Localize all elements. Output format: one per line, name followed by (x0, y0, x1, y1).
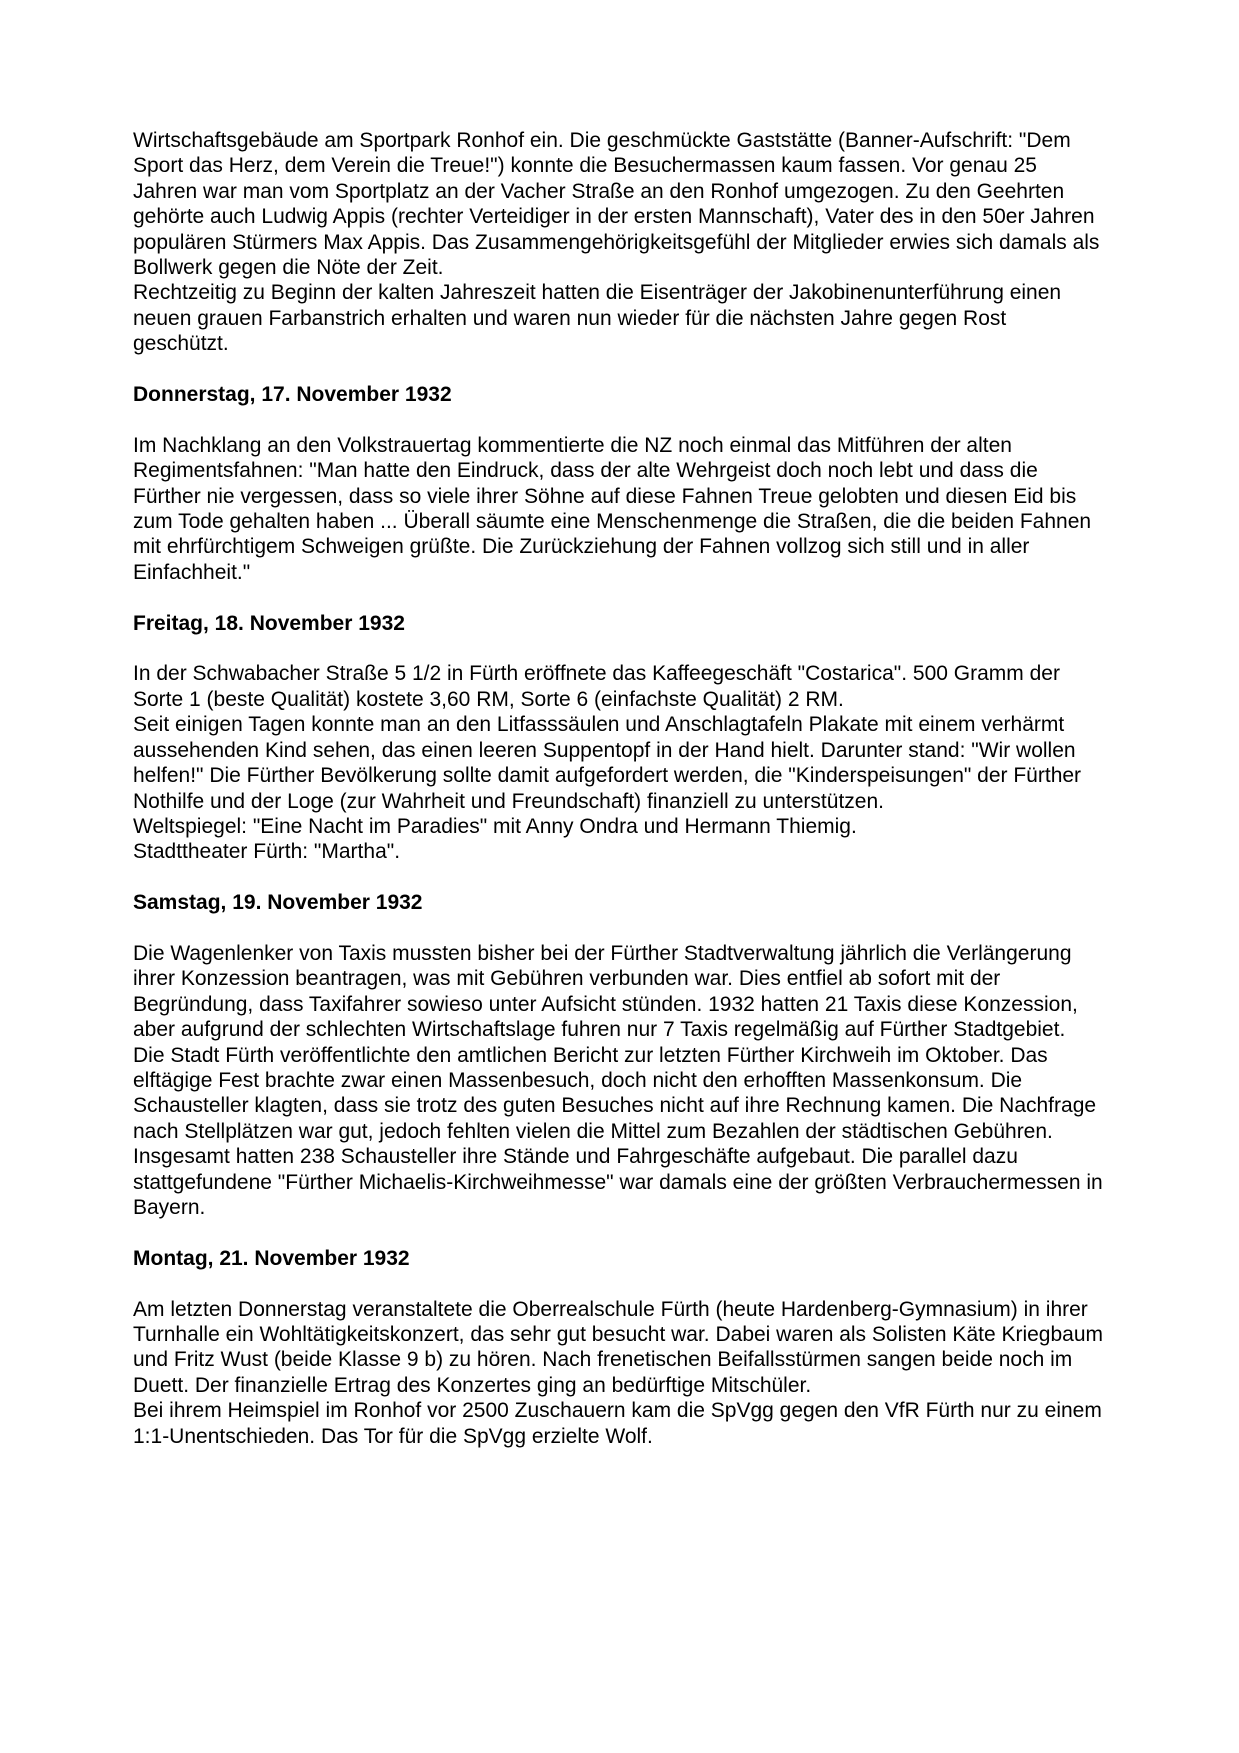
paragraph: Rechtzeitig zu Beginn der kalten Jahreszeit hatten die Eisenträger der Jakobinenunterführung einen neuen grauen Farbanstrich erhalten und waren nun wieder für die nächsten Jahre gegen Rost geschützt. (133, 281, 1062, 356)
paragraph: Bei ihrem Heimspiel im Ronhof vor 2500 Zuschauern kam die SpVgg gegen den VfR Fürth nur zu einem 1:1-Unentschieden. Das Tor für die SpVgg erzielte Wolf. (133, 1399, 1102, 1448)
paragraph: Weltspiegel: "Eine Nacht im Paradies" mit Anny Ondra und Hermann Thiemig. (133, 814, 857, 838)
section-heading: Freitag, 18. November 1932 (133, 611, 405, 635)
paragraph: Die Stadt Fürth veröffentlichte den amtlichen Bericht zur letzten Fürther Kirchweih im Oktober. Das elftägige Fest brachte zwar einen Massenbesuch, doch nicht den erhofften Massenkonsum. Die Schausteller klagten, dass sie trotz des guten Besuches nicht auf ihre Rechnung kamen. Die Nachfrage nach Stellplätzen war gut, jedoch fehlten vielen die Mittel zum Bezahlen der städtischen Gebühren. Insgesamt hatten 238 Schausteller ihre Stände und Fahrgeschäfte aufgebaut. Die parallel dazu stattgefundene "Fürther Michaelis-Kirchweihmesse" war damals eine der größten Verbrauchermessen in Bayern. (133, 1043, 1103, 1219)
paragraph: Die Wagenlenker von Taxis mussten bisher bei der Fürther Stadtverwaltung jährlich die Verlängerung ihrer Konzession beantragen, was mit Gebühren verbunden war. Dies entfiel ab sofort mit der Begründung, dass Taxifahrer sowieso unter Aufsicht stünden. 1932 hatten 21 Taxis diese Konzession, aber aufgrund der schlechten Wirtschaftslage fuhren nur 7 Taxis regelmäßig auf Fürther Stadtgebiet. (133, 941, 1078, 1042)
paragraph: Im Nachklang an den Volkstrauertag kommentierte die NZ noch einmal das Mitführen der alten Regimentsfahnen: "Man hatte den Eindruck, dass der alte Wehrgeist doch noch lebt und dass die Fürther nie vergessen, dass so viele ihrer Söhne auf diese Fahnen Treue gelobten und diesen Eid bis zum Tode gehalten haben ... Überall säumte eine Menschenmenge die Straßen, die die beiden Fahnen mit ehrfürchtigem Schweigen grüßte. Die Zurückziehung der Fahnen vollzog sich still und in aller Einfachheit." (133, 433, 1092, 584)
section-heading: Montag, 21. November 1932 (133, 1246, 410, 1270)
paragraph: Wirtschaftsgebäude am Sportpark Ronhof ein. Die geschmückte Gaststätte (Banner-Aufschrift: "Dem Sport das Herz, dem Verein die Treue!") konnte die Besuchermassen kaum fassen. Vor genau 25 Jahren war man vom Sportplatz an der Vacher Straße an den Ronhof umgezogen. Zu den Geehrten gehörte auch Ludwig Appis (rechter Verteidiger in der ersten Mannschaft), Vater des in den 50er Jahren populären Stürmers Max Appis. Das Zusammengehörigkeitsgefühl der Mitglieder erwies sich damals als Bollwerk gegen die Nöte der Zeit. (133, 129, 1100, 280)
section-heading: Samstag, 19. November 1932 (133, 891, 423, 915)
paragraph: Seit einigen Tagen konnte man an den Litfasssäulen und Anschlagtafeln Plakate mit einem verhärmt aussehenden Kind sehen, das einen leeren Suppentopf in der Hand hielt. Darunter stand: "Wir wollen helfen!" Die Fürther Bevölkerung sollte damit aufgefordert werden, die "Kinderspeisungen" der Fürther Nothilfe und der Loge (zur Wahrheit und Freundschaft) finanziell zu unterstützen. (133, 713, 1082, 813)
paragraph: In der Schwabacher Straße 5 1/2 in Fürth eröffnete das Kaffeegeschäft "Costarica". 500 Gramm der Sorte 1 (beste Qualität) kostete 3,60 RM, Sorte 6 (einfachste Qualität) 2 RM. (133, 662, 1060, 711)
paragraph: Am letzten Donnerstag veranstaltete die Oberrealschule Fürth (heute Hardenberg-Gymnasium) in ihrer Turnhalle ein Wohltätigkeitskonzert, das sehr gut besucht war. Dabei waren als Solisten Käte Kriegbaum und Fritz Wust (beide Klasse 9 b) zu hören. Nach frenetischen Beifallsstürmen sangen beide noch im Duett. Der finanzielle Ertrag des Konzertes ging an bedürftige Mitschüler. (133, 1297, 1104, 1397)
paragraph: Stadttheater Fürth: "Martha". (133, 840, 401, 864)
section-heading: Donnerstag, 17. November 1932 (133, 383, 452, 407)
